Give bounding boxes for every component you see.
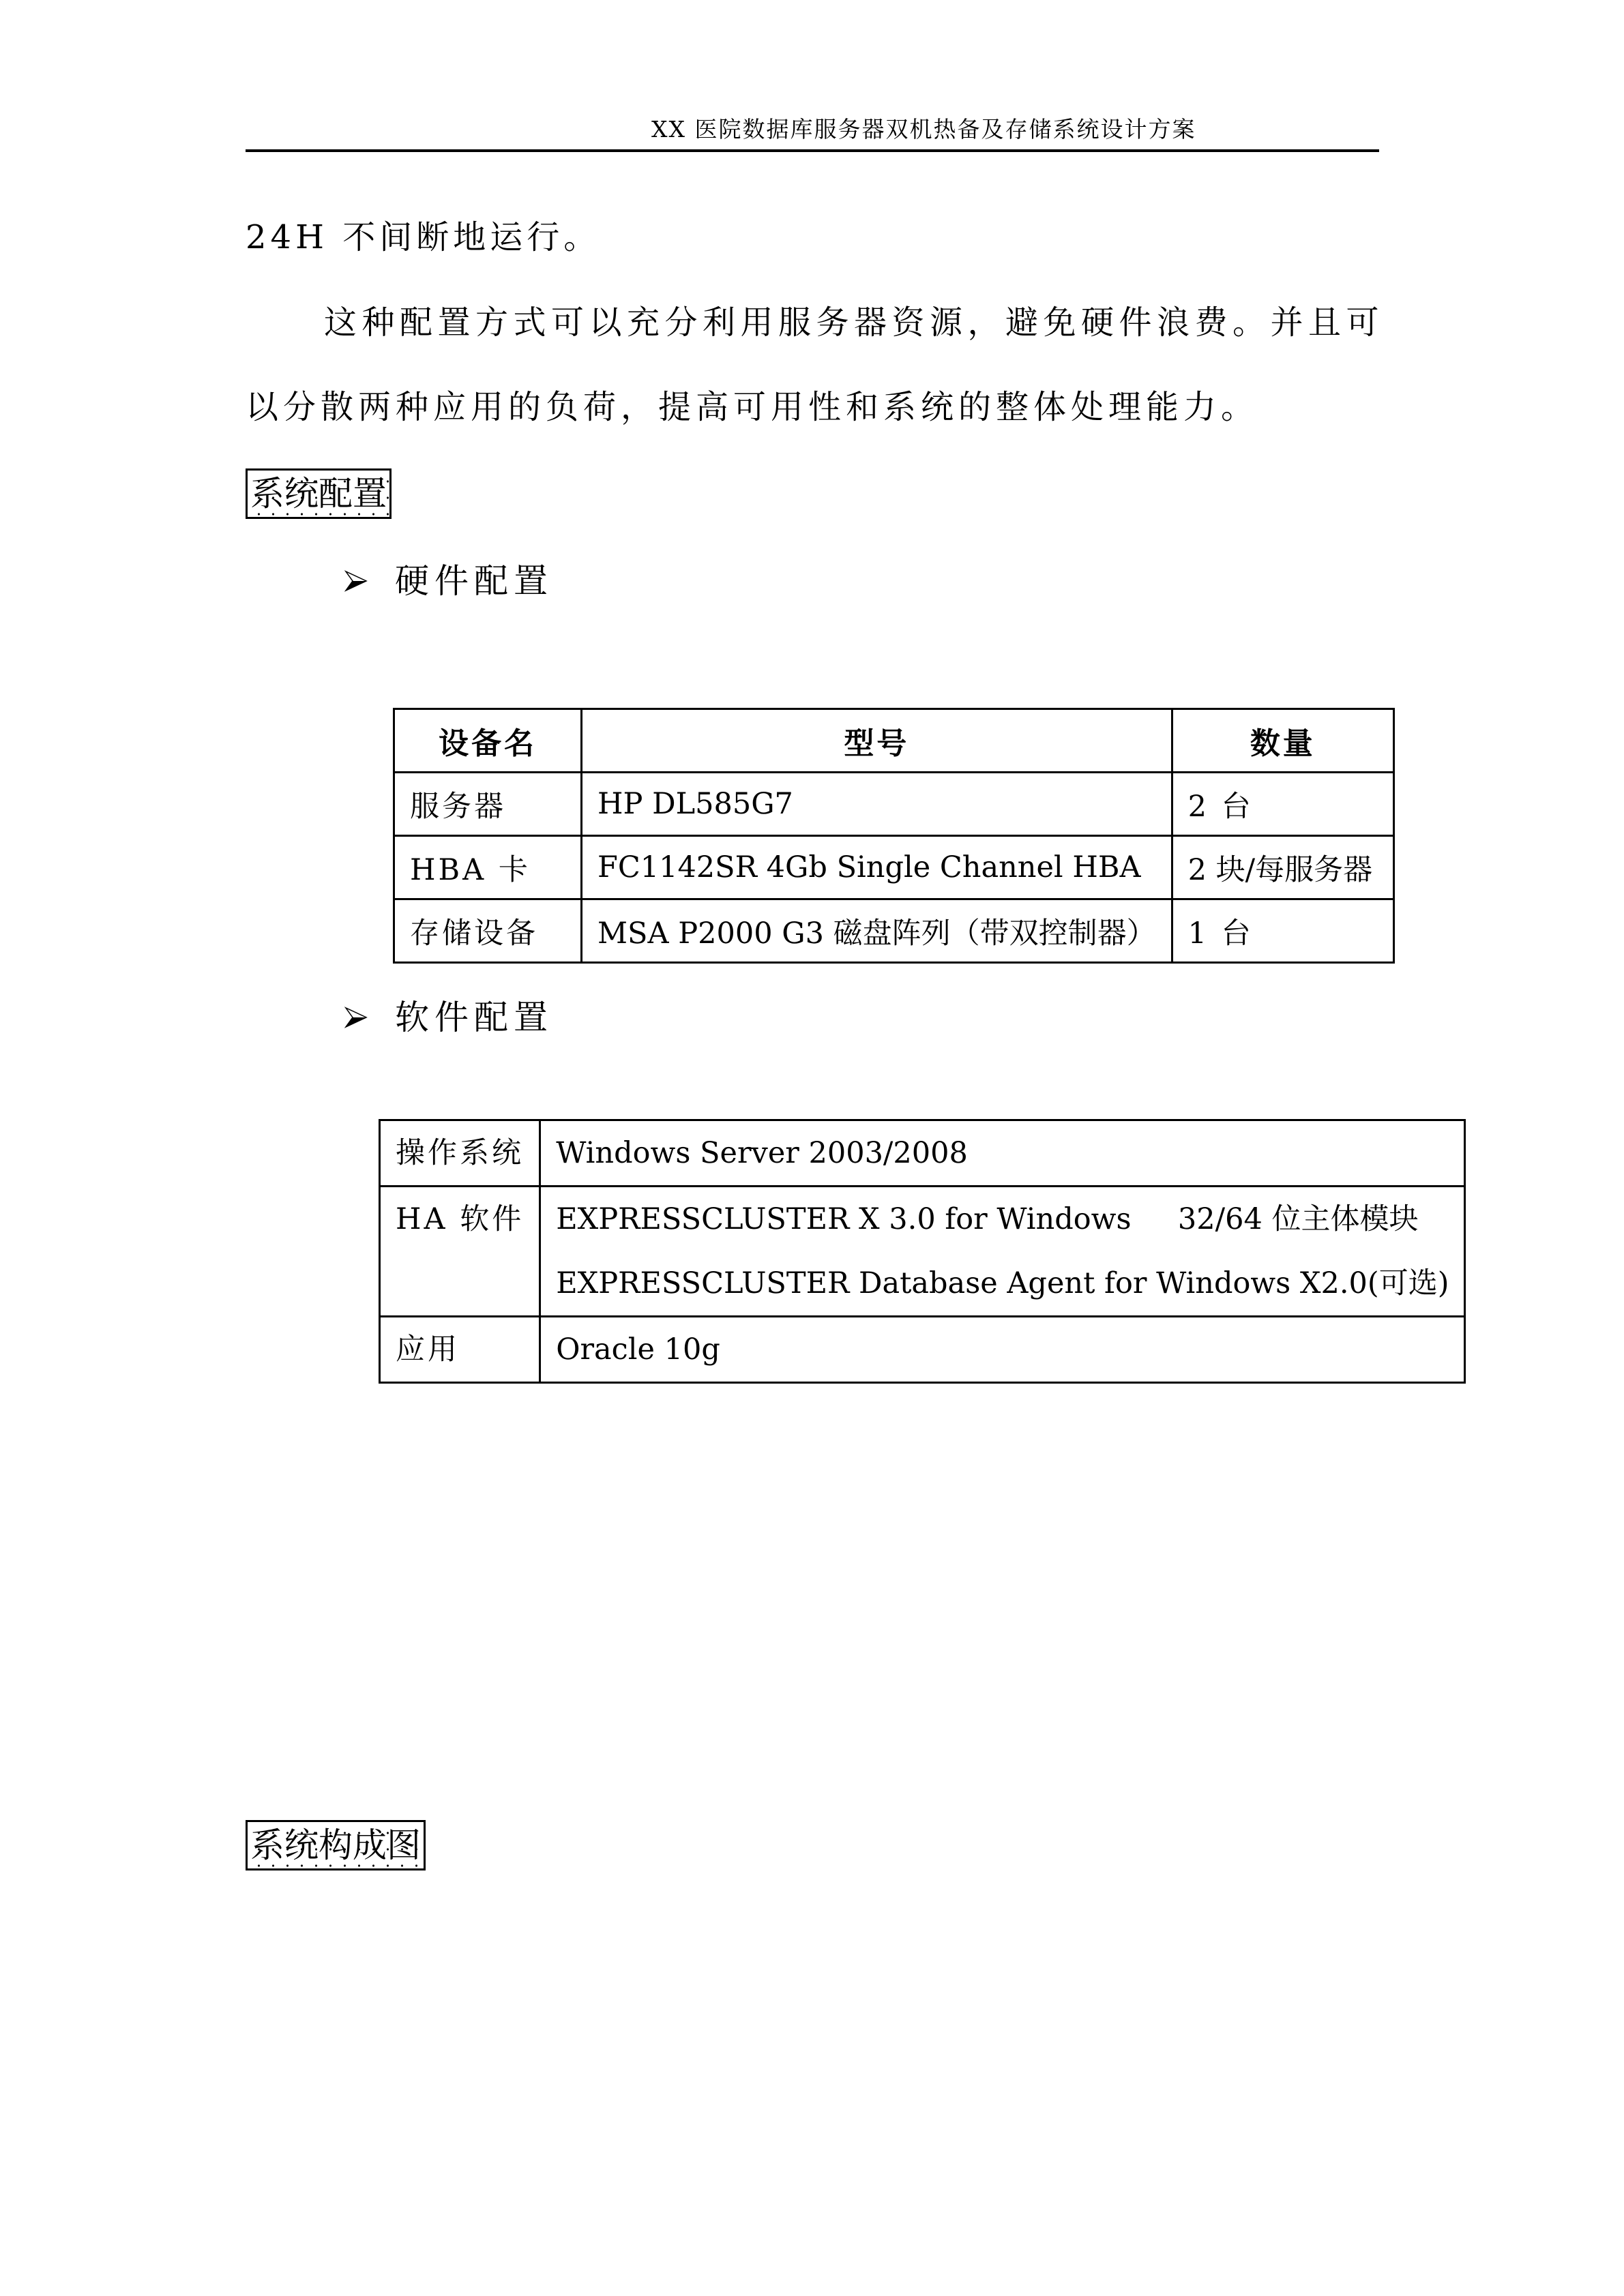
- table-cell: [540, 1187, 1465, 1317]
- header-rule: [246, 149, 1379, 152]
- table-cell: MSA P2000 G3 磁盘阵列（带双控制器）: [582, 899, 1172, 963]
- cell-line: EXPRESSCLUSTER X 3.0 for Windows 32/64 位主体模块: [556, 1202, 1419, 1236]
- table-cell-label: HA 软件: [380, 1187, 540, 1317]
- bullet-label: 硬件配置: [395, 561, 553, 601]
- table-cell-label: 操作系统: [380, 1120, 540, 1187]
- section-heading-system-diagram: 系统构成图: [246, 1820, 426, 1870]
- arrow-bullet-icon: [344, 1006, 368, 1029]
- table-cell: 存储设备: [394, 899, 582, 963]
- bullet-software-config: [344, 996, 553, 1039]
- table-cell: 服务器: [394, 773, 582, 836]
- column-header: 设备名: [394, 709, 582, 773]
- table-cell: 1 台: [1172, 899, 1393, 963]
- table-row: [380, 1187, 1465, 1317]
- section-heading-system-config: 系统配置: [246, 468, 392, 519]
- table-cell: Windows Server 2003/2008: [540, 1120, 1465, 1187]
- table-cell: HBA 卡: [394, 836, 582, 899]
- column-header: 型号: [582, 709, 1172, 773]
- table-cell-label: 应用: [380, 1317, 540, 1383]
- table-cell: 2 块/每服务器: [1172, 836, 1393, 899]
- table-row: [394, 899, 1394, 963]
- bullet-label: 软件配置: [395, 998, 553, 1037]
- column-header: 数量: [1172, 709, 1393, 773]
- table-row: [394, 773, 1394, 836]
- paragraph-line: 24H 不间断地运行。: [246, 218, 601, 256]
- table-row: [380, 1317, 1465, 1383]
- table-row: [380, 1120, 1465, 1187]
- document-header-title: XX 医院数据库服务器双机热备及存储系统设计方案: [651, 116, 1196, 143]
- table-cell: Oracle 10g: [540, 1317, 1465, 1383]
- table-header-row: [394, 709, 1394, 773]
- software-config-table: [379, 1119, 1466, 1384]
- table-row: [394, 836, 1394, 899]
- table-cell: 2 台: [1172, 773, 1393, 836]
- cell-line: EXPRESSCLUSTER Database Agent for Windows X2.0(可选): [556, 1266, 1449, 1300]
- paragraph-line: 以分散两种应用的负荷，提高可用性和系统的整体处理能力。: [246, 388, 1259, 426]
- table-cell: HP DL585G7: [582, 773, 1172, 836]
- bullet-hardware-config: [344, 559, 553, 603]
- table-cell: FC1142SR 4Gb Single Channel HBA: [582, 836, 1172, 899]
- paragraph-line: 这种配置方式可以充分利用服务器资源，避免硬件浪费。并且可: [324, 303, 1385, 342]
- arrow-bullet-icon: [344, 569, 368, 593]
- hardware-config-table: [393, 708, 1395, 964]
